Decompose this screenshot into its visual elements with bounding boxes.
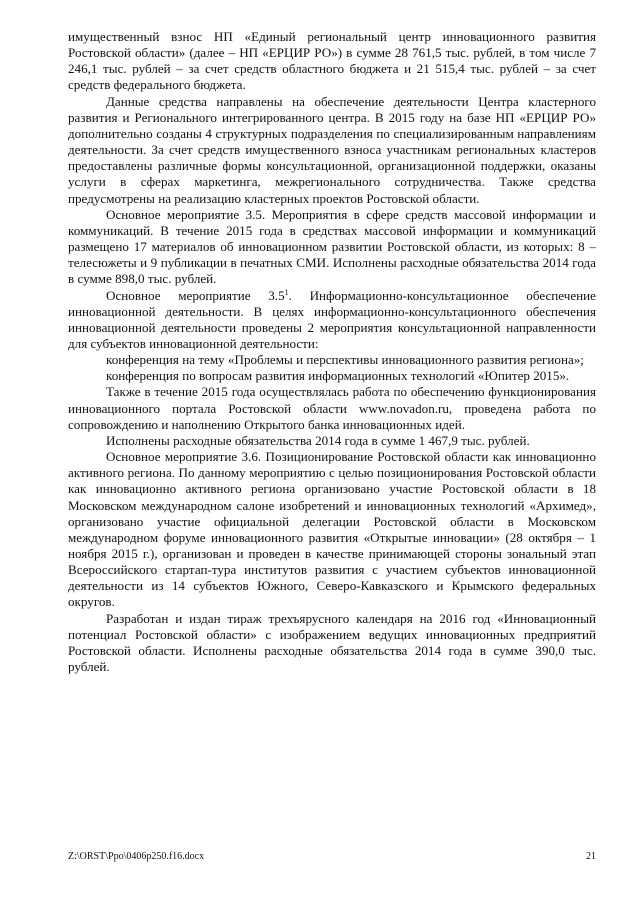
- paragraph-2: Данные средства направлены на обеспечение деятельности Центра кластерного развития и Регионального интегрированного центра. В 2015 году на базе НП «ЕРЦИР РО» дополнительно созданы 4 структурных подразделения по специализированным направлениям деятельности. За счет средств имущественного взноса участникам региональных кластеров предоставлены различные формы консультационной, организационной поддержки, оказаны услуги в сферах маркетинга, межрегионального сотрудничества. Также средства предусмотрены на реализацию кластерных проектов Ростовской области.: [68, 93, 596, 206]
- paragraph-5: конференция на тему «Проблемы и перспективы инновационного развития региона»;: [106, 352, 584, 368]
- paragraph-4: [68, 288, 596, 353]
- paragraph-1: имущественный взнос НП «Единый региональный центр инновационного развития Ростовской области» (далее – НП «ЕРЦИР РО») в сумме 28 761,5 тыс. рублей, в том числе 7 246,1 тыс. рублей – за счет средств областного бюджета и 21 515,4 тыс. рублей – за счет средств федерального бюджета.: [68, 29, 596, 93]
- paragraph-3: Основное мероприятие 3.5. Мероприятия в сфере средств массовой информации и коммуникаций. В течение 2015 года в средствах массовой информации и коммуникаций размещено 17 материалов об инновационном развитии Ростовской области, из которых: 8 – телесюжеты и 9 публикации в печатных СМИ. Исполнены расходные обязательства 2014 года в сумме 898,0 тыс. рублей.: [68, 206, 596, 287]
- paragraph-4-end: . Информационно-консультационное обеспечение инновационной деятельности. В целях информационно-консультационного обеспечения инновационной деятельности проведены 2 мероприятия консультационной направленности для субъектов инновационной деятельности:: [68, 287, 596, 351]
- paragraph-8: Исполнены расходные обязательства 2014 года в сумме 1 467,9 тыс. рублей.: [106, 432, 530, 448]
- paragraph-6: конференция по вопросам развития информационных технологий «Юпитер 2015».: [106, 368, 570, 384]
- page-number: 21: [586, 851, 596, 862]
- footnote-superscript: 1: [284, 287, 289, 297]
- paragraph-9: Основное мероприятие 3.6. Позиционирование Ростовской области как инновационно активного региона. По данному мероприятию с целью позиционирования Ростовской области как инновационно активного региона организовано участие Ростовской области в 18 Московском международном салоне изобретений и инновационных технологий «Архимед», организовано участие официальной делегации Ростовской области в Московском международном форуме инновационного развития «Открытые инновации» (28 октября – 1 ноября 2015 г.), организован и проведен в качестве принимающей стороны зональный этап Всероссийского стартап-тура институтов развития с участием субъектов инновационной деятельности из 14 субъектов Южного, Северо-Кавказского и Крымского федеральных округов.: [68, 449, 596, 610]
- paragraph-10: Разработан и издан тираж трехъярусного календаря на 2016 год «Инновационный потенциал Ростовской области» с изображением ведущих инновационных предприятий Ростовской области. Исполнены расходные обязательства 2014 года в сумме 390,0 тыс. рублей.: [68, 610, 596, 675]
- paragraph-4-start: Основное мероприятие 3.5: [106, 287, 285, 303]
- document-body: [68, 29, 596, 675]
- file-path: Z:\ORST\Ppo\0406p250.f16.docx: [68, 851, 205, 862]
- paragraph-7: Также в течение 2015 года осуществлялась работа по обеспечению функционирования инновационного портала Ростовской области www.novadon.ru, проведена работа по сопровождению и наполнению Открытого банка инновационных идей.: [68, 384, 596, 432]
